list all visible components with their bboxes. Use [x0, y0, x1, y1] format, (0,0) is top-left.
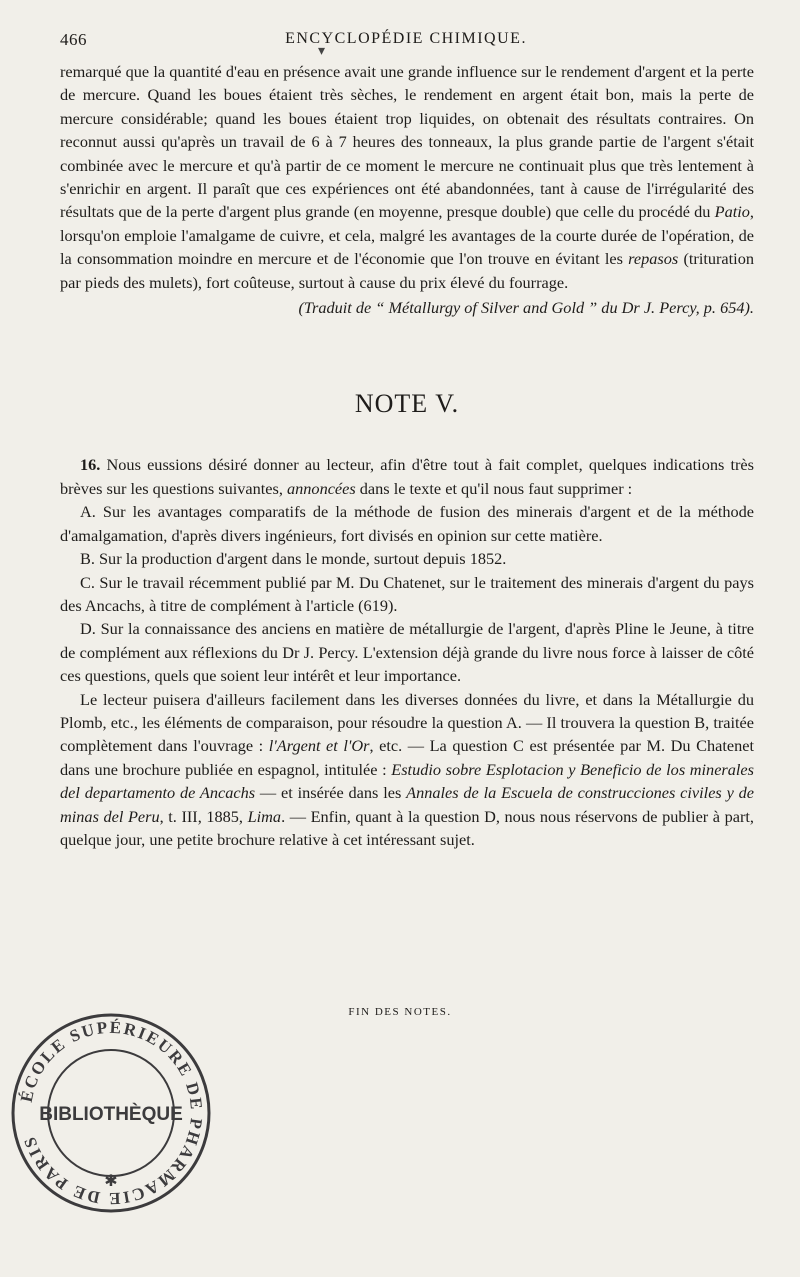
- library-stamp: [6, 1008, 216, 1218]
- end-of-notes: FIN DES NOTES.: [348, 1006, 452, 1018]
- note-title: NOTE V.: [354, 389, 460, 419]
- section-16-intro: 16. Nous eussions désiré donner au lecteur, afin d'être tout à fait complet, quelques indications très brèves sur les questions suivantes, annoncées dans le texte et qu'il nous faut supprimer :: [60, 455, 754, 498]
- term-repasos: repasos: [628, 249, 679, 269]
- citation: (Traduit de “ Métallurgy of Silver and Gold ” du Dr J. Percy, p. 654).: [298, 298, 754, 318]
- continued-paragraph: remarqué que la quantité d'eau en présence avait une grande influence sur le rendement d'argent et la perte de mercure. Quand les boues étaient très sèches, le rendement en argent était bon, mais la perte de mercure considérable; quand les boues étaient trop liquides, on obtenait des résultats contraires. On reconnut aussi qu'après un travail de 6 à 7 heures des tonneaux, la plus grande partie de l'argent s'était combinée avec le mercure et qu'à partir de ce moment le mercure ne continuait plus que très lentement à s'enrichir en argent. Il paraît que ces expériences ont été abandonnées, tant à cause de l'irrégularité des résultats que de la perte d'argent plus grande (en moyenne, presque double) que celle du procédé du Patio, lorsqu'on emploie l'amalgame de cuivre, et cela, malgré les avantages de la courte durée de l'opération, de la consommation moindre en mercure et de l'économie que l'on trouve en évitant les repasos (trituration par pieds des mulets), fort coûteuse, surtout à cause du prix élevé du fourrage.: [60, 62, 754, 292]
- stamp-center-text: BIBLIOTHÈQUE: [39, 1104, 183, 1125]
- stamp-ring-text: ÉCOLE SUPÉRIEURE DE PHARMACIE DE PARIS: [16, 1017, 207, 1209]
- closing-paragraph: Le lecteur puisera d'ailleurs facilement dans les diverses données du livre, et dans la Métallurgie du Plomb, etc., les éléments de comparaison, pour résoudre la question A. — Il trouvera la question B, traitée complètement dans l'ouvrage : l'Argent et l'Or, etc. — La question C est présentée par M. Du Chatenet dans une brochure publiée en espagnol, intitulée : Estudio sobre Esplotacion y Beneficio de los minerales del departamento de Ancachs — et insérée dans les Annales de la Escuela de construcciones civiles y de minas del Peru, t. III, 1885, Lima. — Enfin, quant à la question D, nous nous réservons de publier à part, quelque jour, une petite brochure relative à cet intéressant sujet.: [60, 689, 755, 849]
- running-head: [60, 26, 752, 52]
- page-body: [60, 60, 754, 851]
- question-b: B. Sur la production d'argent dans le monde, surtout depuis 1852.: [80, 549, 507, 569]
- question-a: A. Sur les avantages comparatifs de la méthode de fusion des minerais d'argent et de la méthode d'amalgamation, d'après divers ingénieurs, fort divisés en opinion sur cette matière.: [60, 502, 754, 545]
- running-title: ENCYCLOPÉDIE CHIMIQUE.: [285, 30, 527, 47]
- ink-mark: ▾: [318, 44, 326, 59]
- stamp-star-icon: ✱: [104, 1173, 118, 1190]
- question-d: D. Sur la connaissance des anciens en matière de métallurgie de l'argent, d'après Pline le Jeune, à titre de complément aux réflexions du Dr J. Percy. L'extension déjà grande du livre nous force à laisser de côté ces questions, quels que soient leur intérêt et leur importance.: [60, 619, 754, 686]
- term-patio: Patio: [714, 202, 750, 222]
- paragraph-number: 16.: [80, 455, 101, 475]
- page-number: 466: [60, 30, 87, 49]
- question-c: C. Sur le travail récemment publié par M. Du Chatenet, sur le traitement des minerais d'argent du pays des Ancachs, à titre de complément à l'article (619).: [60, 572, 754, 615]
